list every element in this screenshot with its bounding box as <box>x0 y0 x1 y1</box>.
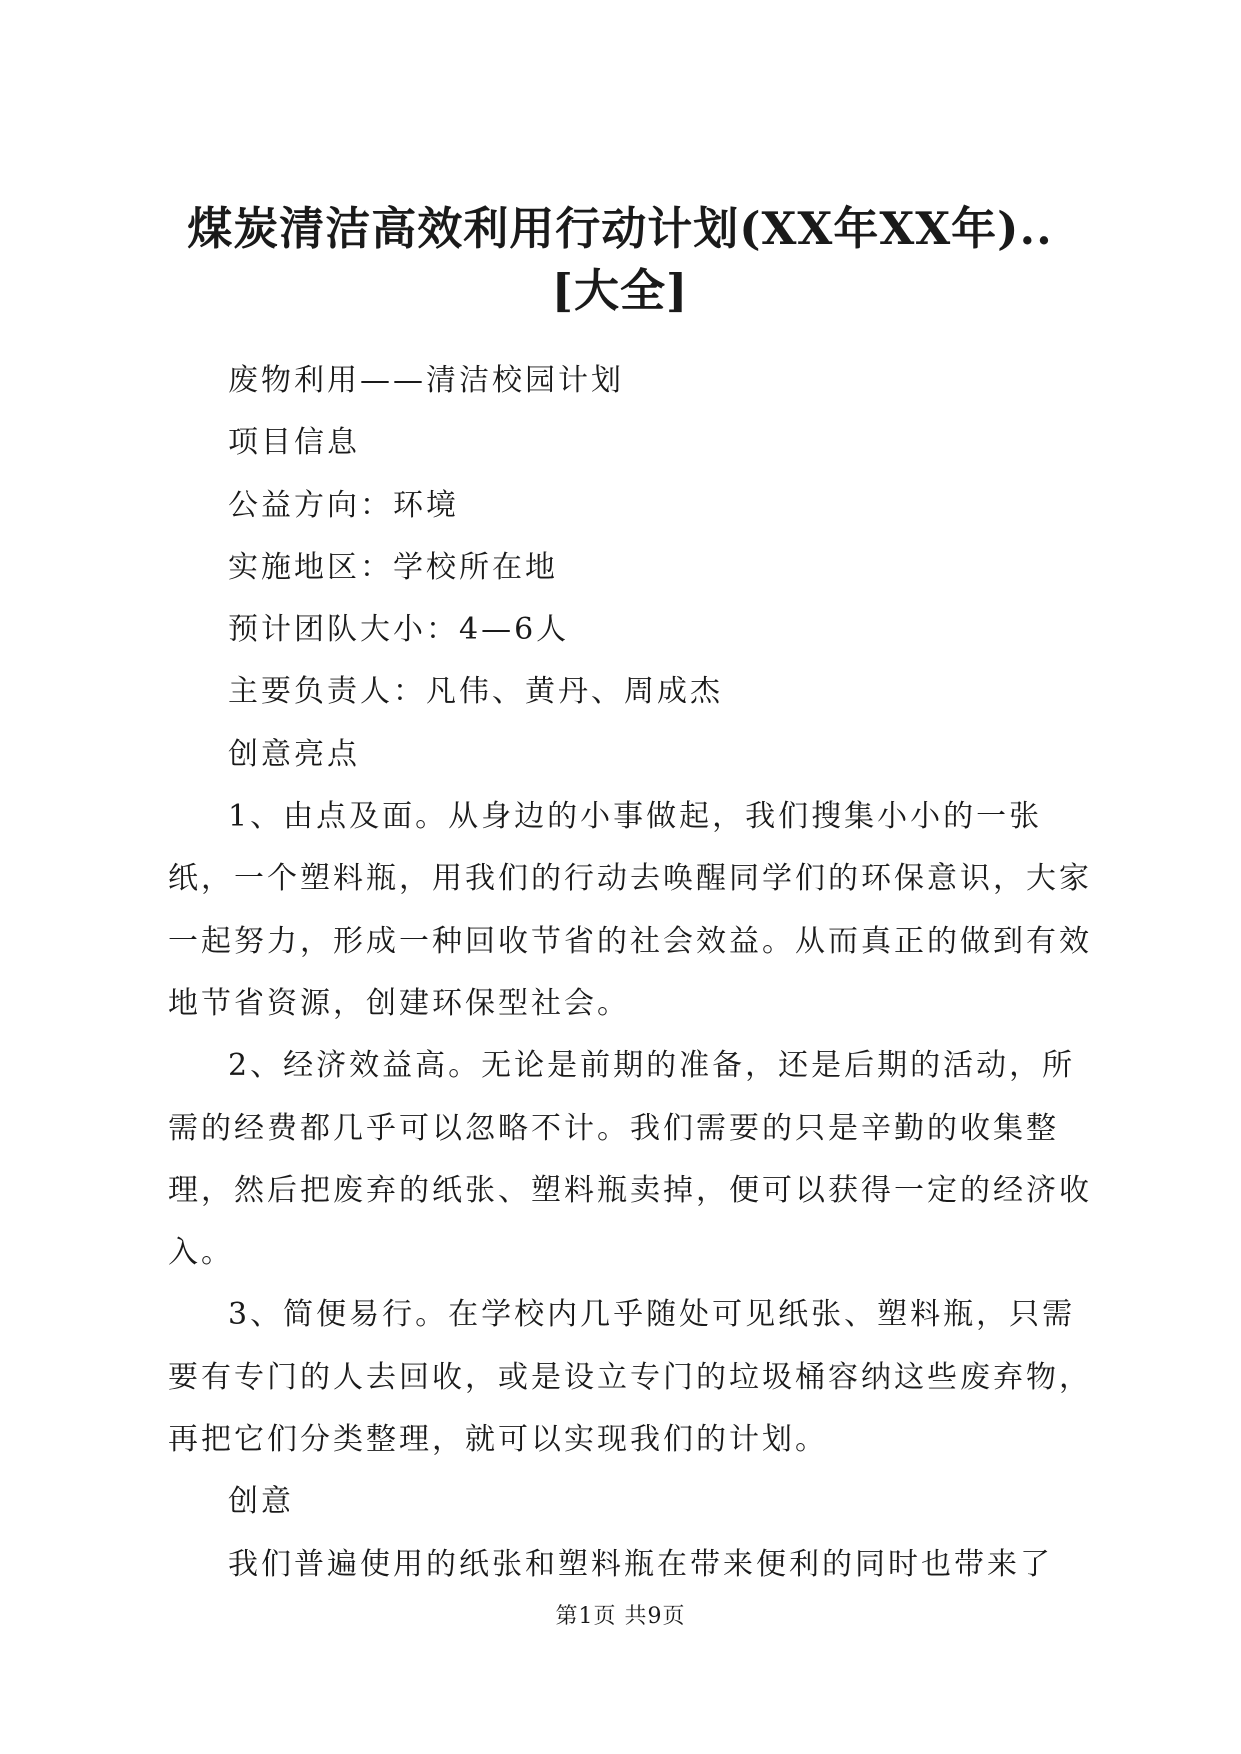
page-footer: 第1页 共9页 <box>555 1604 686 1629</box>
paragraph: 创意亮点 <box>228 736 360 772</box>
paragraph: 废物利用——清洁校园计划 <box>228 363 624 398</box>
paragraph: 公益方向：环境 <box>228 487 459 523</box>
document-title: 煤炭清洁高效利用行动计划(XX年XX年)..[大全] <box>187 202 1053 317</box>
paragraph: 3、简便易行。在学校内几乎随处可见纸张、塑料瓶，只需要有专门的人去回收，或是设立专门的垃圾桶容纳这些废弃物，再把它们分类整理，就可以实现我们的计划。 <box>168 1297 1092 1458</box>
paragraph: 2、经济效益高。无论是前期的准备，还是后期的活动，所需的经费都几乎可以忽略不计。我们需要的只是辛勤的收集整理，然后把废弃的纸张、塑料瓶卖掉，便可以获得一定的经济收入。 <box>168 1048 1092 1271</box>
document-body <box>168 350 1098 1596</box>
paragraph: 预计团队大小：4—6人 <box>228 612 570 648</box>
paragraph: 实施地区：学校所在地 <box>228 549 558 585</box>
paragraph: 主要负责人：凡伟、黄丹、周成杰 <box>228 674 723 710</box>
paragraph: 我们普遍使用的纸张和塑料瓶在带来便利的同时也带来了 <box>228 1546 1053 1582</box>
paragraph: 创意 <box>228 1484 294 1520</box>
paragraph: 项目信息 <box>228 425 360 461</box>
paragraph: 1、由点及面。从身边的小事做起，我们搜集小小的一张纸，一个塑料瓶，用我们的行动去唤醒同学们的环保意识，大家一起努力，形成一种回收节省的社会效益。从而真正的做到有效地节省资源，创建环保型社会。 <box>168 799 1092 1021</box>
